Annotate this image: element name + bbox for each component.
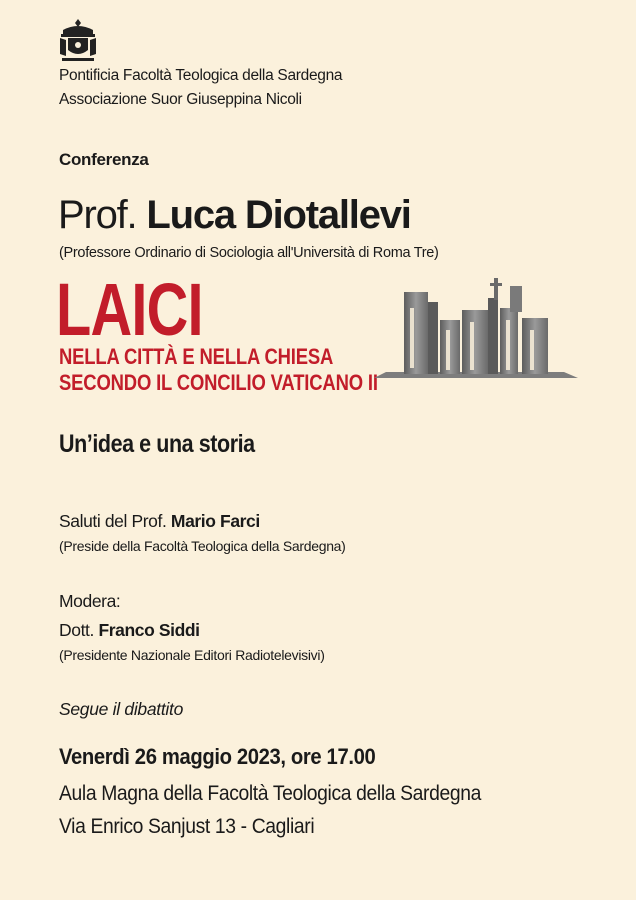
title-line-1: NELLA CITTÀ E NELLA CHIESA xyxy=(59,344,334,369)
event-address: Via Enrico Sanjust 13 - Cagliari xyxy=(59,815,315,838)
subtitle: Un’idea e una storia xyxy=(59,430,255,458)
city-skyline-icon xyxy=(374,268,578,384)
association-name: Associazione Suor Giuseppina Nicoli xyxy=(59,91,302,108)
speaker-name: Luca Diotallevi xyxy=(146,193,411,237)
greetings-role: (Preside della Facoltà Teologica della Sardegna) xyxy=(59,538,346,554)
coat-of-arms-icon xyxy=(58,18,98,62)
main-title: LAICI xyxy=(56,268,203,351)
speaker-role: (Professore Ordinario di Sociologia all'Università di Roma Tre) xyxy=(59,245,439,261)
event-type: Conferenza xyxy=(59,150,149,169)
greetings-name: Mario Farci xyxy=(170,511,260,531)
moderator-label: Modera: xyxy=(59,591,121,611)
greetings-prefix: Saluti del Prof. xyxy=(59,511,167,531)
title-line-2: SECONDO IL CONCILIO VATICANO II xyxy=(59,370,378,395)
greetings-line xyxy=(59,511,260,532)
event-date: Venerdì 26 maggio 2023, ore 17.00 xyxy=(59,744,376,769)
event-venue: Aula Magna della Facoltà Teologica della Sardegna xyxy=(59,782,481,805)
moderator-name: Franco Siddi xyxy=(98,620,200,640)
institution-name: Pontificia Facoltà Teologica della Sardegna xyxy=(59,67,343,84)
speaker-line xyxy=(58,191,411,239)
speaker-prefix: Prof. xyxy=(58,193,137,237)
debate-note: Segue il dibattito xyxy=(59,699,183,719)
moderator-line xyxy=(59,620,200,641)
moderator-role: (Presidente Nazionale Editori Radiotelevisivi) xyxy=(59,647,325,663)
moderator-prefix: Dott. xyxy=(59,620,94,640)
